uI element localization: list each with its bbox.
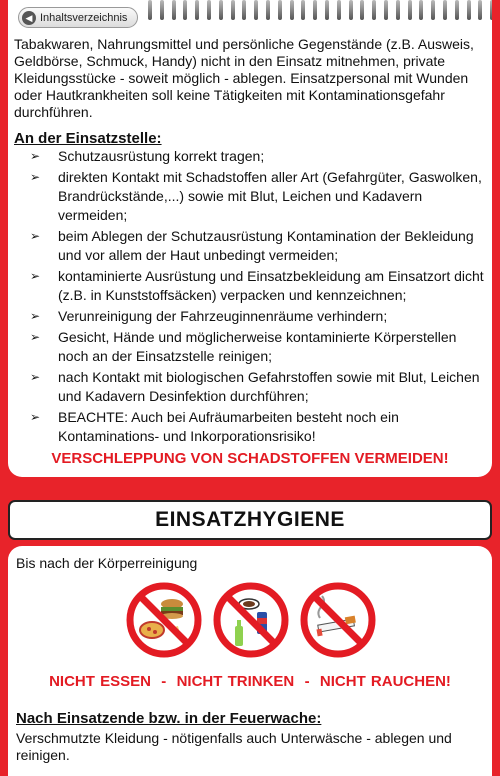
spiral-ring xyxy=(148,0,152,20)
arrow-bullet-icon: ➢ xyxy=(30,229,41,243)
arrow-bullet-icon: ➢ xyxy=(30,269,41,283)
list-item-text: Gesicht, Hände und möglicherweise kontaminierte Körperstellen noch an der Einsatzstelle reinigen; xyxy=(58,329,457,364)
list-item-text: Verunreinigung der Fahrzeuginnenräume verhindern; xyxy=(58,308,388,324)
spiral-ring xyxy=(313,0,317,20)
instruction-list xyxy=(14,147,484,448)
spiral-ring xyxy=(160,0,164,20)
spiral-ring xyxy=(195,0,199,20)
spiral-ring xyxy=(278,0,282,20)
list-item xyxy=(14,307,484,326)
list-item xyxy=(14,328,484,366)
intro-text: Tabakwaren, Nahrungsmittel und persönliche Gegenstände (z.B. Ausweis, Geldbörse, Schmuck, Handy) nicht in den Einsatz mitnehmen, private Kleidungsstücke - soweit möglich - ablegen. Einsatzpersonal mit Wunden oder Hautkrankheiten soll keine Tätigkeiten mit Kontaminationsgefahr durchführen. xyxy=(14,36,474,120)
back-button-label: Inhaltsverzeichnis xyxy=(40,11,128,24)
spiral-ring xyxy=(337,0,341,20)
spiral-ring xyxy=(467,0,471,20)
section2-text: Verschmutzte Kleidung - nötigenfalls auch Unterwäsche - ablegen und reinigen. xyxy=(16,730,452,763)
list-item-text: BEACHTE: Auch bei Aufräumarbeiten besteht noch ein Kontaminations- und Inkorporationsrisiko! xyxy=(58,409,399,444)
spiral-ring xyxy=(266,0,270,20)
spiral-ring xyxy=(325,0,329,20)
spiral-ring xyxy=(349,0,353,20)
no-eating-sign-icon xyxy=(126,582,202,658)
warning-text: VERSCHLEPPUNG VON SCHADSTOFFEN VERMEIDEN! xyxy=(51,450,449,467)
list-item-text: direkten Kontakt mit Schadstoffen aller Art (Gefahrgüter, Gaswolken, Brandrückstände,...) sowie mit Blut, Leichen und Kadavern vermeiden; xyxy=(58,169,482,223)
spiral-ring xyxy=(408,0,412,20)
arrow-bullet-icon: ➢ xyxy=(30,410,41,424)
list-item-text: nach Kontakt mit biologischen Gefahrstoffen sowie mit Blut, Leichen und Kadavern Desinfektion durchführen; xyxy=(58,369,480,404)
spiral-ring xyxy=(242,0,246,20)
arrow-bullet-icon: ➢ xyxy=(30,309,41,323)
spiral-ring xyxy=(419,0,423,20)
section2-title: Nach Einsatzende bzw. in der Feuerwache: xyxy=(16,710,322,727)
arrow-bullet-icon: ➢ xyxy=(30,149,41,163)
spiral-ring xyxy=(290,0,294,20)
list-item xyxy=(14,368,484,406)
section-title: An der Einsatzstelle: xyxy=(14,130,162,147)
spiral-ring xyxy=(443,0,447,20)
list-item xyxy=(14,227,484,265)
spiral-ring xyxy=(490,0,492,20)
arrow-bullet-icon: ➢ xyxy=(30,170,41,184)
spiral-ring xyxy=(254,0,258,20)
hygiene-slogan: NICHT ESSEN - NICHT TRINKEN - NICHT RAUCHEN! xyxy=(49,673,451,690)
spiral-ring xyxy=(360,0,364,20)
back-arrow-icon: ◀ xyxy=(22,11,36,25)
no-drinking-sign-icon xyxy=(213,582,289,658)
list-item xyxy=(14,408,484,446)
spiral-ring xyxy=(301,0,305,20)
list-item-text: kontaminierte Ausrüstung und Einsatzbekleidung am Einsatzort dicht (z.B. in Kunststoffsäcken) verpacken und kennzeichnen; xyxy=(58,268,484,303)
spiral-ring xyxy=(172,0,176,20)
page-title: EINSATZHYGIENE xyxy=(8,500,492,540)
spiral-ring xyxy=(455,0,459,20)
info-card xyxy=(8,0,492,477)
no-smoking-sign-icon xyxy=(300,582,376,658)
spiral-ring xyxy=(396,0,400,20)
spiral-ring xyxy=(478,0,482,20)
list-item-text: Schutzausrüstung korrekt tragen; xyxy=(58,148,265,164)
list-item xyxy=(14,168,484,225)
spiral-ring xyxy=(207,0,211,20)
spiral-ring xyxy=(231,0,235,20)
list-item-text: beim Ablegen der Schutzausrüstung Kontamination der Bekleidung und vor allem der Haut unbedingt vermeiden; xyxy=(58,228,474,263)
spiral-ring xyxy=(431,0,435,20)
spiral-ring xyxy=(372,0,376,20)
hygiene-intro: Bis nach der Körperreinigung xyxy=(16,555,198,571)
spiral-ring xyxy=(384,0,388,20)
spiral-ring xyxy=(183,0,187,20)
list-item xyxy=(14,267,484,305)
prohibition-signs xyxy=(126,582,376,666)
spiral-binding xyxy=(148,0,492,22)
list-item xyxy=(14,147,484,166)
back-button[interactable] xyxy=(18,7,138,28)
hygiene-card xyxy=(8,546,492,776)
arrow-bullet-icon: ➢ xyxy=(30,330,41,344)
spiral-ring xyxy=(219,0,223,20)
arrow-bullet-icon: ➢ xyxy=(30,370,41,384)
